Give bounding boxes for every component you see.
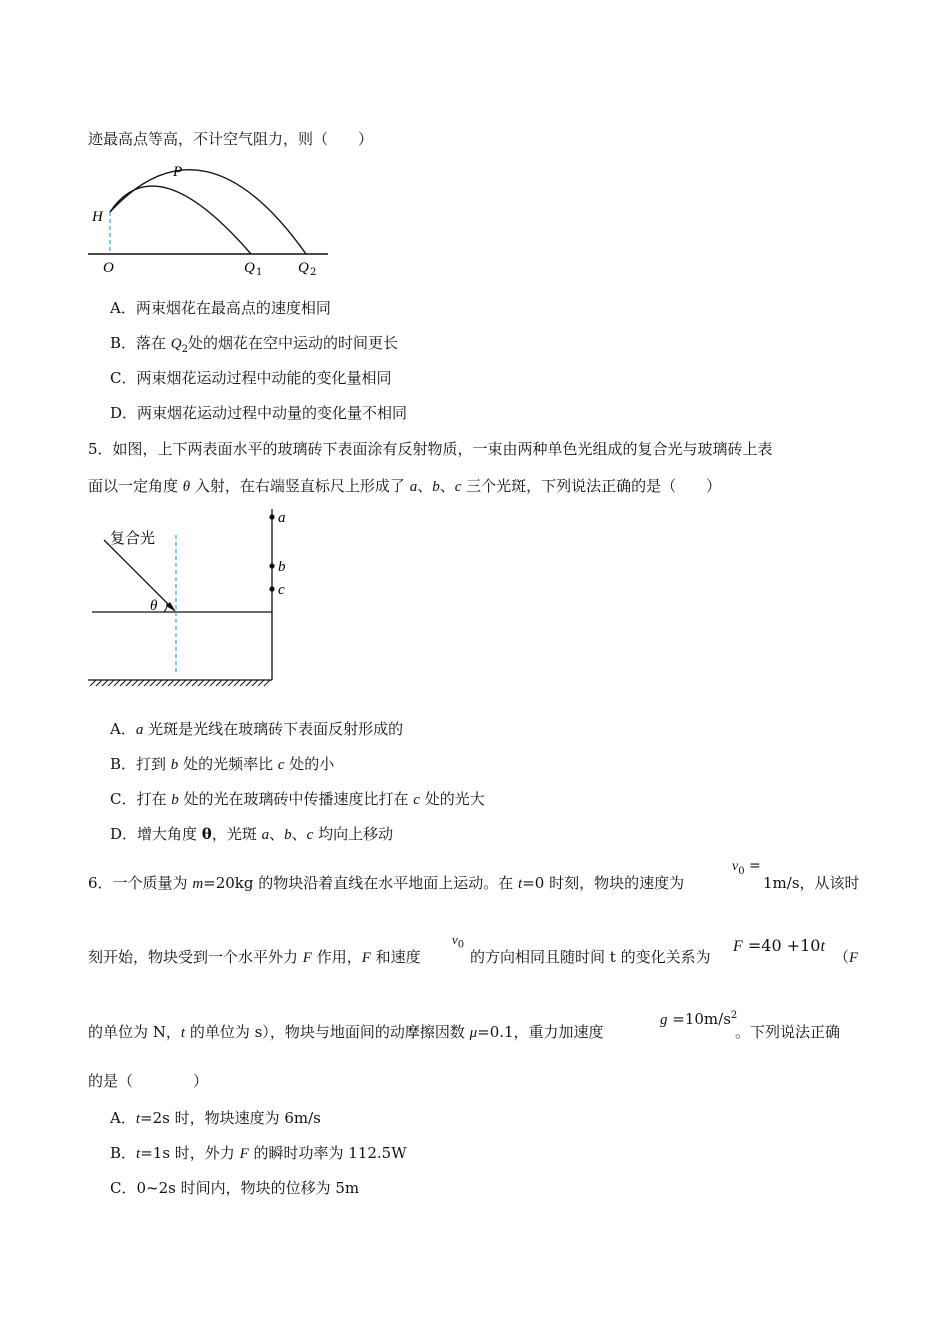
theta-label: θ: [150, 598, 158, 614]
spot-a-label: a: [278, 510, 286, 526]
q6-stem-line2-end: （F: [834, 948, 859, 966]
q5-stem-line1: 5．如图，上下两表面水平的玻璃砖下表面涂有反射物质，一束由两种单色光组成的复合光与玻璃砖上表: [88, 440, 773, 458]
q4-option-c: C．两束烟花运动过程中动能的变化量相同: [110, 369, 392, 387]
spot-c-label: c: [278, 582, 285, 598]
q4-option-a: A．两束烟花在最高点的速度相同: [110, 299, 331, 317]
q5-option-d: D．增大角度 θ，光斑 a、b、c 均向上移动: [110, 825, 394, 843]
q6-stem-line3: 的单位为 N，t 的单位为 s），物块与地面间的动摩擦因数 μ=0.1，重力加速度: [88, 1023, 604, 1041]
ground-hatch: [90, 680, 270, 686]
q6-stem-line2: 刻开始，物块受到一个水平外力 F 作用，F 和速度: [88, 948, 421, 966]
label-O: O: [103, 260, 114, 276]
label-H: H: [92, 209, 103, 225]
trajectory-q1: [110, 186, 251, 254]
q6-v0-symbol: $v_0$ =: [732, 858, 761, 877]
q6-force-formula: F =40 +10t: [733, 936, 825, 955]
q6-v0b-symbol: $v_0$: [452, 932, 465, 951]
spot-b-label: b: [278, 559, 286, 575]
q6-option-a: A．t=2s 时，物块速度为 6m/s: [110, 1109, 321, 1127]
q4-stem-tail: 迹最高点等高，不计空气阻力，则（ ）: [88, 130, 374, 148]
label-Q2-sub: 2: [310, 267, 317, 278]
q4-option-d: D．两束烟花运动过程中动量的变化量不相同: [110, 404, 408, 422]
q6-stem-line4: 的是（ ）: [88, 1072, 209, 1090]
q4-option-b: B．落在 $Q_2$处的烟花在空中运动的时间更长: [110, 334, 399, 355]
label-P: P: [173, 164, 183, 180]
spot-b-dot: [269, 563, 274, 568]
theta-arc: [164, 603, 167, 612]
label-Q2: Q: [298, 260, 309, 276]
q6-stem-line2-mid: 的方向相同且随时间 t 的变化关系为: [470, 948, 711, 966]
spot-c-dot: [269, 586, 274, 591]
q6-gravity-formula: $g =10m/s^2$: [660, 1010, 738, 1028]
q5-option-a: A．a 光斑是光线在玻璃砖下表面反射形成的: [110, 720, 404, 738]
q5-stem-line2: 面以一定角度 θ 入射，在右端竖直标尺上形成了 a、b、c 三个光斑，下列说法正确的是（ ）: [88, 477, 722, 495]
spot-a-dot: [269, 514, 274, 519]
q5-figure: [86, 505, 306, 690]
q4-figure: [86, 150, 346, 280]
q6-stem-line1: 6．一个质量为 m=20kg 的物块沿着直线在水平地面上运动。在 t=0 时刻，物块的速度为: [88, 874, 685, 892]
incident-ray: [104, 540, 174, 610]
q6-stem-line1-end: 1m/s，从该时: [763, 874, 860, 892]
label-Q1: Q: [244, 260, 255, 276]
q5-option-c: C．打在 b 处的光在玻璃砖中传播速度比打在 c 处的光大: [110, 790, 485, 808]
label-Q1-sub: 1: [256, 267, 263, 278]
q5-option-b: B．打到 b 处的光频率比 c 处的小: [110, 755, 335, 773]
light-label: 复合光: [110, 529, 156, 547]
q6-option-b: B．t=1s 时，外力 F 的瞬时功率为 112.5W: [110, 1144, 407, 1162]
q6-stem-line3-end: 。下列说法正确: [735, 1023, 841, 1041]
q6-option-c: C．0~2s 时间内，物块的位移为 5m: [110, 1179, 360, 1197]
